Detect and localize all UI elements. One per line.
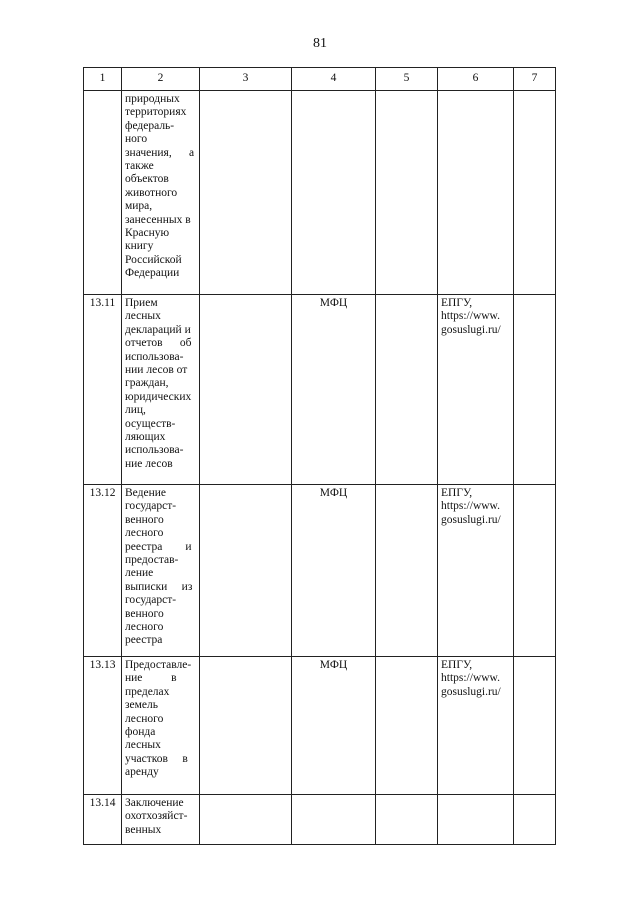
service-name-line: отчетов об bbox=[125, 337, 192, 350]
column-3-cell bbox=[200, 795, 292, 845]
service-name-line: занесенных в bbox=[125, 213, 191, 226]
provider-cell bbox=[292, 91, 376, 295]
provider-cell bbox=[292, 795, 376, 845]
service-name-line: участков в bbox=[125, 752, 188, 765]
column-7-cell bbox=[514, 295, 556, 485]
service-name-line: объектов bbox=[125, 173, 169, 186]
table-row bbox=[84, 485, 556, 657]
service-name-line: использова- bbox=[125, 444, 184, 457]
service-name-line: аренду bbox=[125, 766, 159, 779]
service-name-line: лесных bbox=[125, 739, 161, 752]
portal-line: gosuslugi.ru/ bbox=[441, 513, 501, 526]
portal-line: gosuslugi.ru/ bbox=[441, 685, 501, 698]
column-5-cell bbox=[376, 657, 438, 795]
service-name-line: венных bbox=[125, 823, 162, 836]
service-name-line: ного bbox=[125, 133, 148, 146]
header-row bbox=[84, 68, 556, 91]
portal-line: ЕПГУ, bbox=[441, 487, 473, 499]
portal-cell bbox=[438, 795, 514, 845]
row-number-cell: 13.14 bbox=[84, 795, 122, 845]
service-name-line: лесного bbox=[125, 712, 164, 725]
column-5-cell bbox=[376, 295, 438, 485]
service-name-line: пределах bbox=[125, 685, 170, 698]
service-name-line: Красную bbox=[125, 227, 170, 240]
portal-line: https://www. bbox=[441, 500, 500, 513]
service-name-line: граждан, bbox=[125, 377, 169, 390]
service-name-cell bbox=[122, 795, 200, 845]
service-name-line: государст- bbox=[125, 594, 177, 607]
service-name-line: ление bbox=[125, 567, 154, 580]
service-name-line: ние лесов bbox=[125, 457, 173, 470]
service-name-line: Российской bbox=[125, 253, 182, 266]
provider-cell: МФЦ bbox=[292, 295, 376, 485]
service-name-line: также bbox=[125, 160, 154, 173]
column-header-4: 4 bbox=[292, 68, 376, 91]
service-name-line: Ведение bbox=[125, 487, 166, 499]
service-name-line: юридических bbox=[125, 390, 192, 403]
portal-cell bbox=[438, 91, 514, 295]
row-number-cell: 13.11 bbox=[84, 295, 122, 485]
column-3-cell bbox=[200, 657, 292, 795]
service-name-line: реестра bbox=[125, 634, 163, 647]
table-row bbox=[84, 91, 556, 295]
service-name-line: фонда bbox=[125, 726, 156, 739]
table-row bbox=[84, 295, 556, 485]
portal-cell bbox=[438, 657, 514, 795]
service-name-cell bbox=[122, 295, 200, 485]
column-header-6: 6 bbox=[438, 68, 514, 91]
service-name-line: охотхозяйст- bbox=[125, 810, 188, 823]
services-table bbox=[83, 67, 556, 845]
service-name-line: лесных bbox=[125, 310, 161, 323]
column-5-cell bbox=[376, 91, 438, 295]
service-name-line: реестра и bbox=[125, 540, 192, 553]
service-name-line: животного bbox=[125, 186, 178, 199]
column-header-7: 7 bbox=[514, 68, 556, 91]
portal-line: ЕПГУ, bbox=[441, 659, 473, 671]
service-name-line: природных bbox=[125, 93, 180, 105]
column-header-3: 3 bbox=[200, 68, 292, 91]
column-7-cell bbox=[514, 91, 556, 295]
portal-cell bbox=[438, 295, 514, 485]
service-name-line: значения, а bbox=[125, 146, 195, 159]
service-name-line: ние в bbox=[125, 672, 177, 685]
service-name-line: Прием bbox=[125, 297, 158, 309]
service-name-line: лесного bbox=[125, 527, 164, 540]
column-7-cell bbox=[514, 485, 556, 657]
column-7-cell bbox=[514, 795, 556, 845]
column-3-cell bbox=[200, 91, 292, 295]
row-number-cell: 13.12 bbox=[84, 485, 122, 657]
service-name-line: использова- bbox=[125, 350, 184, 363]
column-header-1: 1 bbox=[84, 68, 122, 91]
column-3-cell bbox=[200, 295, 292, 485]
service-name-line: деклараций и bbox=[125, 323, 191, 336]
row-number-cell: 13.13 bbox=[84, 657, 122, 795]
provider-cell: МФЦ bbox=[292, 485, 376, 657]
service-name-cell bbox=[122, 657, 200, 795]
service-name-line: предостав- bbox=[125, 554, 179, 567]
column-header-2: 2 bbox=[122, 68, 200, 91]
table-row bbox=[84, 795, 556, 845]
service-name-line: нии лесов от bbox=[125, 364, 188, 377]
service-name-line: ляющих bbox=[125, 431, 166, 444]
service-name-line: мира, bbox=[125, 200, 153, 213]
service-name-line: книгу bbox=[125, 240, 154, 253]
service-name-line: венного bbox=[125, 607, 164, 620]
service-name-line: осуществ- bbox=[125, 417, 176, 430]
service-name-line: земель bbox=[125, 699, 159, 712]
page-number: 81 bbox=[313, 36, 327, 51]
provider-cell: МФЦ bbox=[292, 657, 376, 795]
service-name-line: Предоставле- bbox=[125, 659, 192, 671]
service-name-line: лиц, bbox=[125, 404, 146, 417]
service-name-line: Заключение bbox=[125, 797, 184, 809]
column-3-cell bbox=[200, 485, 292, 657]
portal-cell bbox=[438, 485, 514, 657]
service-name-cell bbox=[122, 485, 200, 657]
service-name-line: лесного bbox=[125, 621, 164, 634]
service-name-cell bbox=[122, 91, 200, 295]
service-name-line: выписки из bbox=[125, 580, 193, 593]
column-5-cell bbox=[376, 485, 438, 657]
column-7-cell bbox=[514, 657, 556, 795]
portal-line: https://www. bbox=[441, 672, 500, 685]
table-row bbox=[84, 657, 556, 795]
service-name-line: Федерации bbox=[125, 267, 180, 280]
service-name-line: территориях bbox=[125, 106, 187, 119]
column-5-cell bbox=[376, 795, 438, 845]
service-name-line: венного bbox=[125, 513, 164, 526]
portal-line: ЕПГУ, bbox=[441, 297, 473, 309]
portal-line: gosuslugi.ru/ bbox=[441, 323, 501, 336]
service-name-line: федераль- bbox=[125, 119, 175, 132]
row-number-cell bbox=[84, 91, 122, 295]
service-name-line: государст- bbox=[125, 500, 177, 513]
portal-line: https://www. bbox=[441, 310, 500, 323]
column-header-5: 5 bbox=[376, 68, 438, 91]
